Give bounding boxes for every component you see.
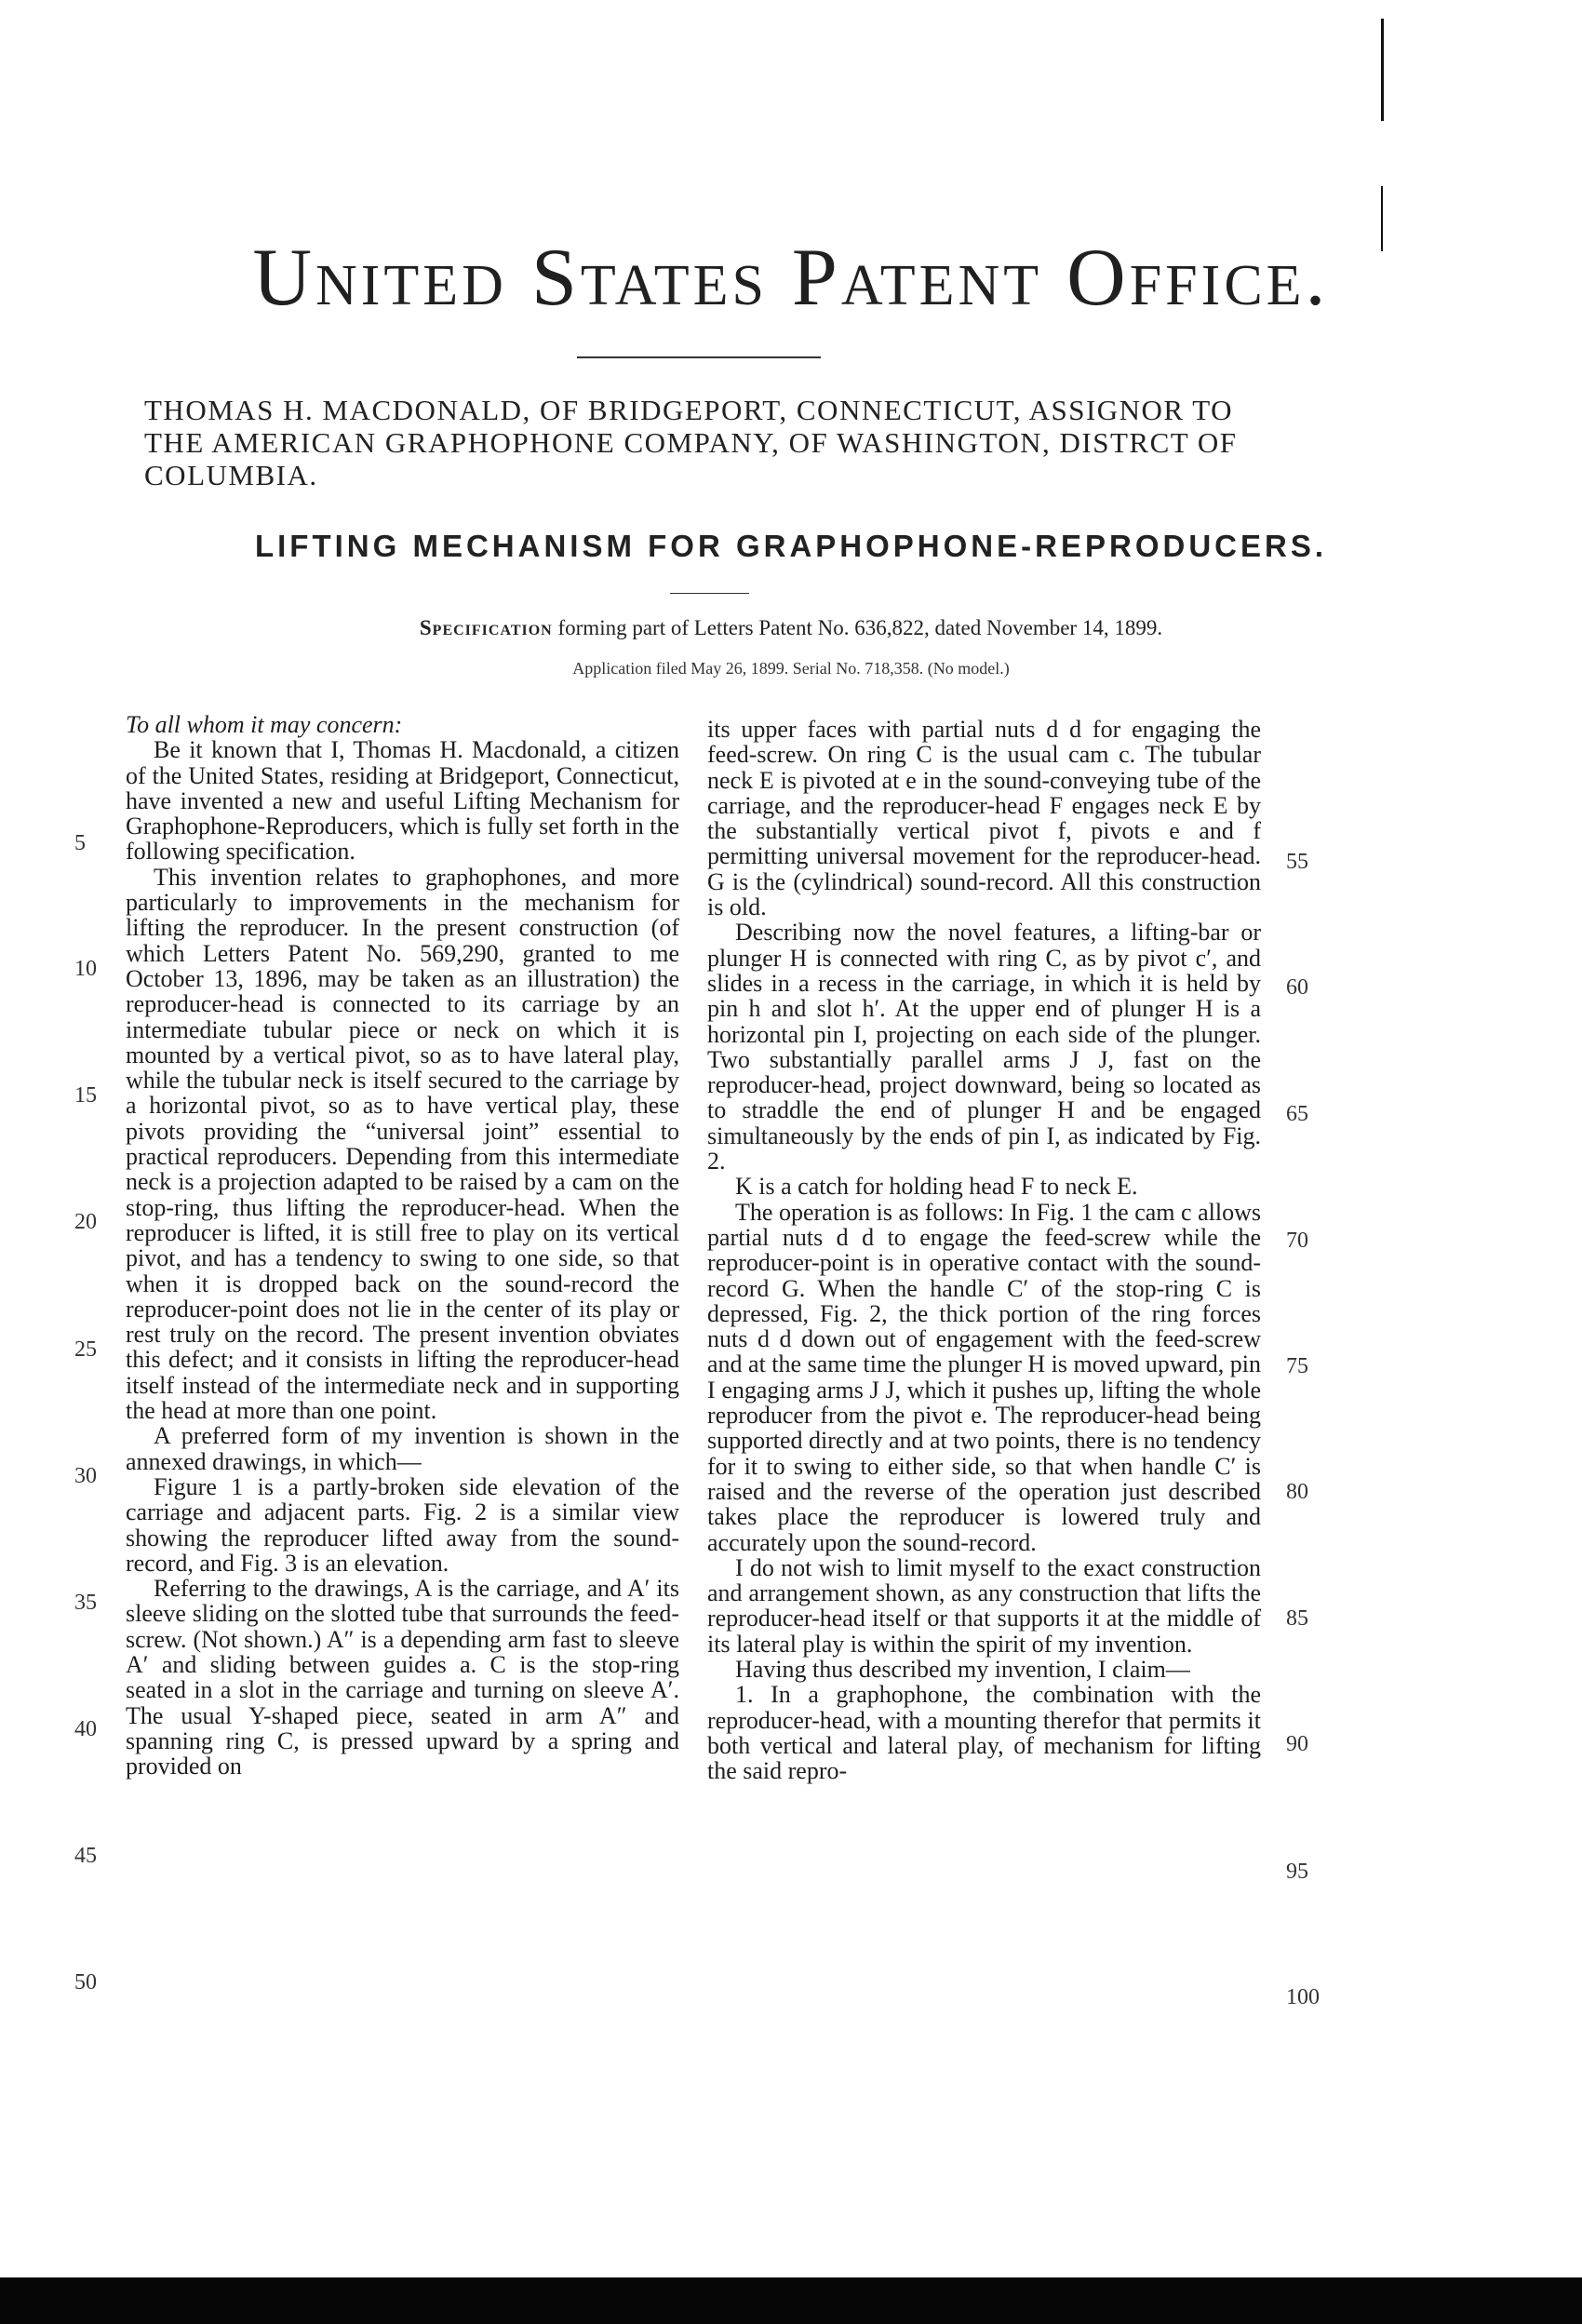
line-number: 25	[74, 1337, 97, 1362]
header-divider	[577, 356, 821, 358]
line-number: 10	[74, 957, 97, 981]
line-number: 40	[74, 1717, 97, 1741]
scan-edge-mark	[1381, 19, 1384, 121]
application-line: Application filed May 26, 1899. Serial No. 718,358. (No model.)	[572, 659, 1010, 678]
body-paragraph: K is a catch for holding head F to neck E.	[735, 1173, 1138, 1201]
line-number: 70	[1286, 1229, 1308, 1253]
body-paragraph: I do not wish to limit myself to the exact construction and arrangement shown, as any construction that lifts the reproducer-head itself or that supports it at the middle of its lateral play is within the spirit of my invention.	[707, 1553, 1261, 1658]
line-number: 85	[1286, 1606, 1308, 1631]
specification-text: forming part of Letters Patent No. 636,822, dated November 14, 1899.	[557, 616, 1163, 639]
scan-bottom-border	[0, 2277, 1582, 2324]
body-paragraph: Be it known that I, Thomas H. Macdonald, a citizen of the United States, residing at Bridgeport, Connecticut, have invented a new and useful Lifting Mechanism for Graphophone-Reproducers, which is fully set forth in the following specification.	[126, 736, 679, 866]
line-number: 50	[74, 1970, 97, 1995]
specification-label: Specification	[419, 616, 553, 639]
body-paragraph: A preferred form of my invention is shown in the annexed drawings, in which—	[126, 1422, 679, 1475]
scan-edge-mark	[1381, 186, 1383, 251]
line-number: 15	[74, 1083, 97, 1108]
line-number: 55	[1286, 850, 1308, 874]
line-number: 95	[1286, 1860, 1308, 1884]
body-paragraph: Having thus described my invention, I claim—	[735, 1655, 1190, 1683]
line-number: 20	[74, 1210, 97, 1234]
assignor-paragraph: THOMAS H. MACDONALD, OF BRIDGEPORT, CONNECTICUT, ASSIGNOR TO THE AMERICAN GRAPHOPHONE COMPANY, OF WASHINGTON, DISTRCT OF COLUMBIA.	[144, 394, 1238, 491]
line-number: 65	[1286, 1102, 1308, 1126]
right-column	[707, 717, 1261, 1783]
line-number: 80	[1286, 1480, 1308, 1504]
body-paragraph: Referring to the drawings, A is the carriage, and A′ its sleeve sliding on the slotted tube that surrounds the feed-screw. (Not shown.) A″ is a depending arm fast to sleeve A′ and sliding between guides a. C is the stop-ring seated in a slot in the carriage and turning on sleeve A′. The usual Y-shaped piece, seated in arm A″ and spanning ring C, is pressed upward by a spring and provided on	[126, 1575, 679, 1780]
body-paragraph: Describing now the novel features, a lifting-bar or plunger H is connected with ring C, as by pivot c′, and slides in a recess in the carriage, in which it is held by pin h and slot h′. At the upper end of plunger H is a horizontal pin I, projecting on each side of the plunger. Two substantially parallel arms J J, fast on the reproducer-head, project downward, being so located as to straddle the end of plunger H and be engaged simultaneously by the ends of pin I, as indicated by Fig. 2.	[707, 919, 1261, 1175]
body-paragraph: its upper faces with partial nuts d d for engaging the feed-screw. On ring C is the usual cam c. The tubular neck E is pivoted at e in the sound-conveying tube of the carriage, and the reproducer-head F engages neck E by the substantially vertical pivot f, pivots e and f permitting universal movement for the reproducer-head. G is the (cylindrical) sound-record. All this construction is old.	[707, 716, 1261, 921]
body-paragraph: The operation is as follows: In Fig. 1 the cam c allows partial nuts d d to engage the feed-screw while the reproducer-point is in operative contact with the sound-record G. When the handle C′ of the stop-ring C is depressed, Fig. 2, the thick portion of the ring forces nuts d d down out of engagement with the feed-screw and at the same time the plunger H is moved upward, pin I engaging arms J J, which it pushes up, lifting the whole reproducer from the pivot e. The reproducer-head being supported directly and at two points, there is no tendency for it to swing to either side, so that when handle C′ is raised and the reverse of the operation just described takes place the reproducer is lowered truly and accurately upon the sound-record.	[707, 1198, 1261, 1556]
body-paragraph: Figure 1 is a partly-broken side elevation of the carriage and adjacent parts. Fig. 2 is a similar view showing the reproducer lifted away from the sound-record, and Fig. 3 is an elevation.	[126, 1472, 679, 1577]
line-number: 35	[74, 1591, 97, 1615]
invention-title: LIFTING MECHANISM FOR GRAPHOPHONE-REPRODUCERS.	[254, 529, 1328, 563]
office-title: United States Patent Office.	[252, 233, 1330, 323]
line-number: 5	[74, 831, 86, 855]
specification-line	[0, 616, 1582, 640]
line-number: 60	[1286, 975, 1308, 1000]
title-divider	[670, 593, 749, 594]
line-number: 30	[74, 1464, 97, 1488]
line-number: 90	[1286, 1732, 1308, 1756]
line-number: 100	[1286, 1985, 1320, 2009]
salutation: To all whom it may concern:	[126, 711, 403, 738]
line-number: 45	[74, 1844, 97, 1868]
body-paragraph: This invention relates to graphophones, and more particularly to improvements in the mechanism for lifting the reproducer. In the present construction (of which Letters Patent No. 569,290, granted to me October 13, 1896, may be taken as an illustration) the reproducer-head is connected to its carriage by an intermediate tubular piece or neck on which it is mounted by a vertical pivot, so as to have lateral play, while the tubular neck is itself secured to the carriage by a horizontal pivot, so as to have vertical play, these pivots providing the “universal joint” essential to practical reproducers. Depending from this intermediate neck is a projection adapted to be raised by a cam on the stop-ring, thus lifting the reproducer-head. When the reproducer is lifted, it is still free to play on its vertical pivot, and has a tendency to swing to one side, so that when it is dropped back on the sound-record the reproducer-point does not lie in the center of its play or rest truly on the record. The present invention obviates this defect; and it consists in lifting the reproducer-head itself instead of the intermediate neck and in supporting the head at more than one point.	[126, 863, 679, 1425]
left-column	[126, 712, 679, 1779]
claim-paragraph: 1. In a graphophone, the combination with the reproducer-head, with a mounting therefor that permits it both vertical and lateral play, of mechanism for lifting the said repro-	[707, 1681, 1261, 1785]
line-number: 75	[1286, 1354, 1308, 1378]
